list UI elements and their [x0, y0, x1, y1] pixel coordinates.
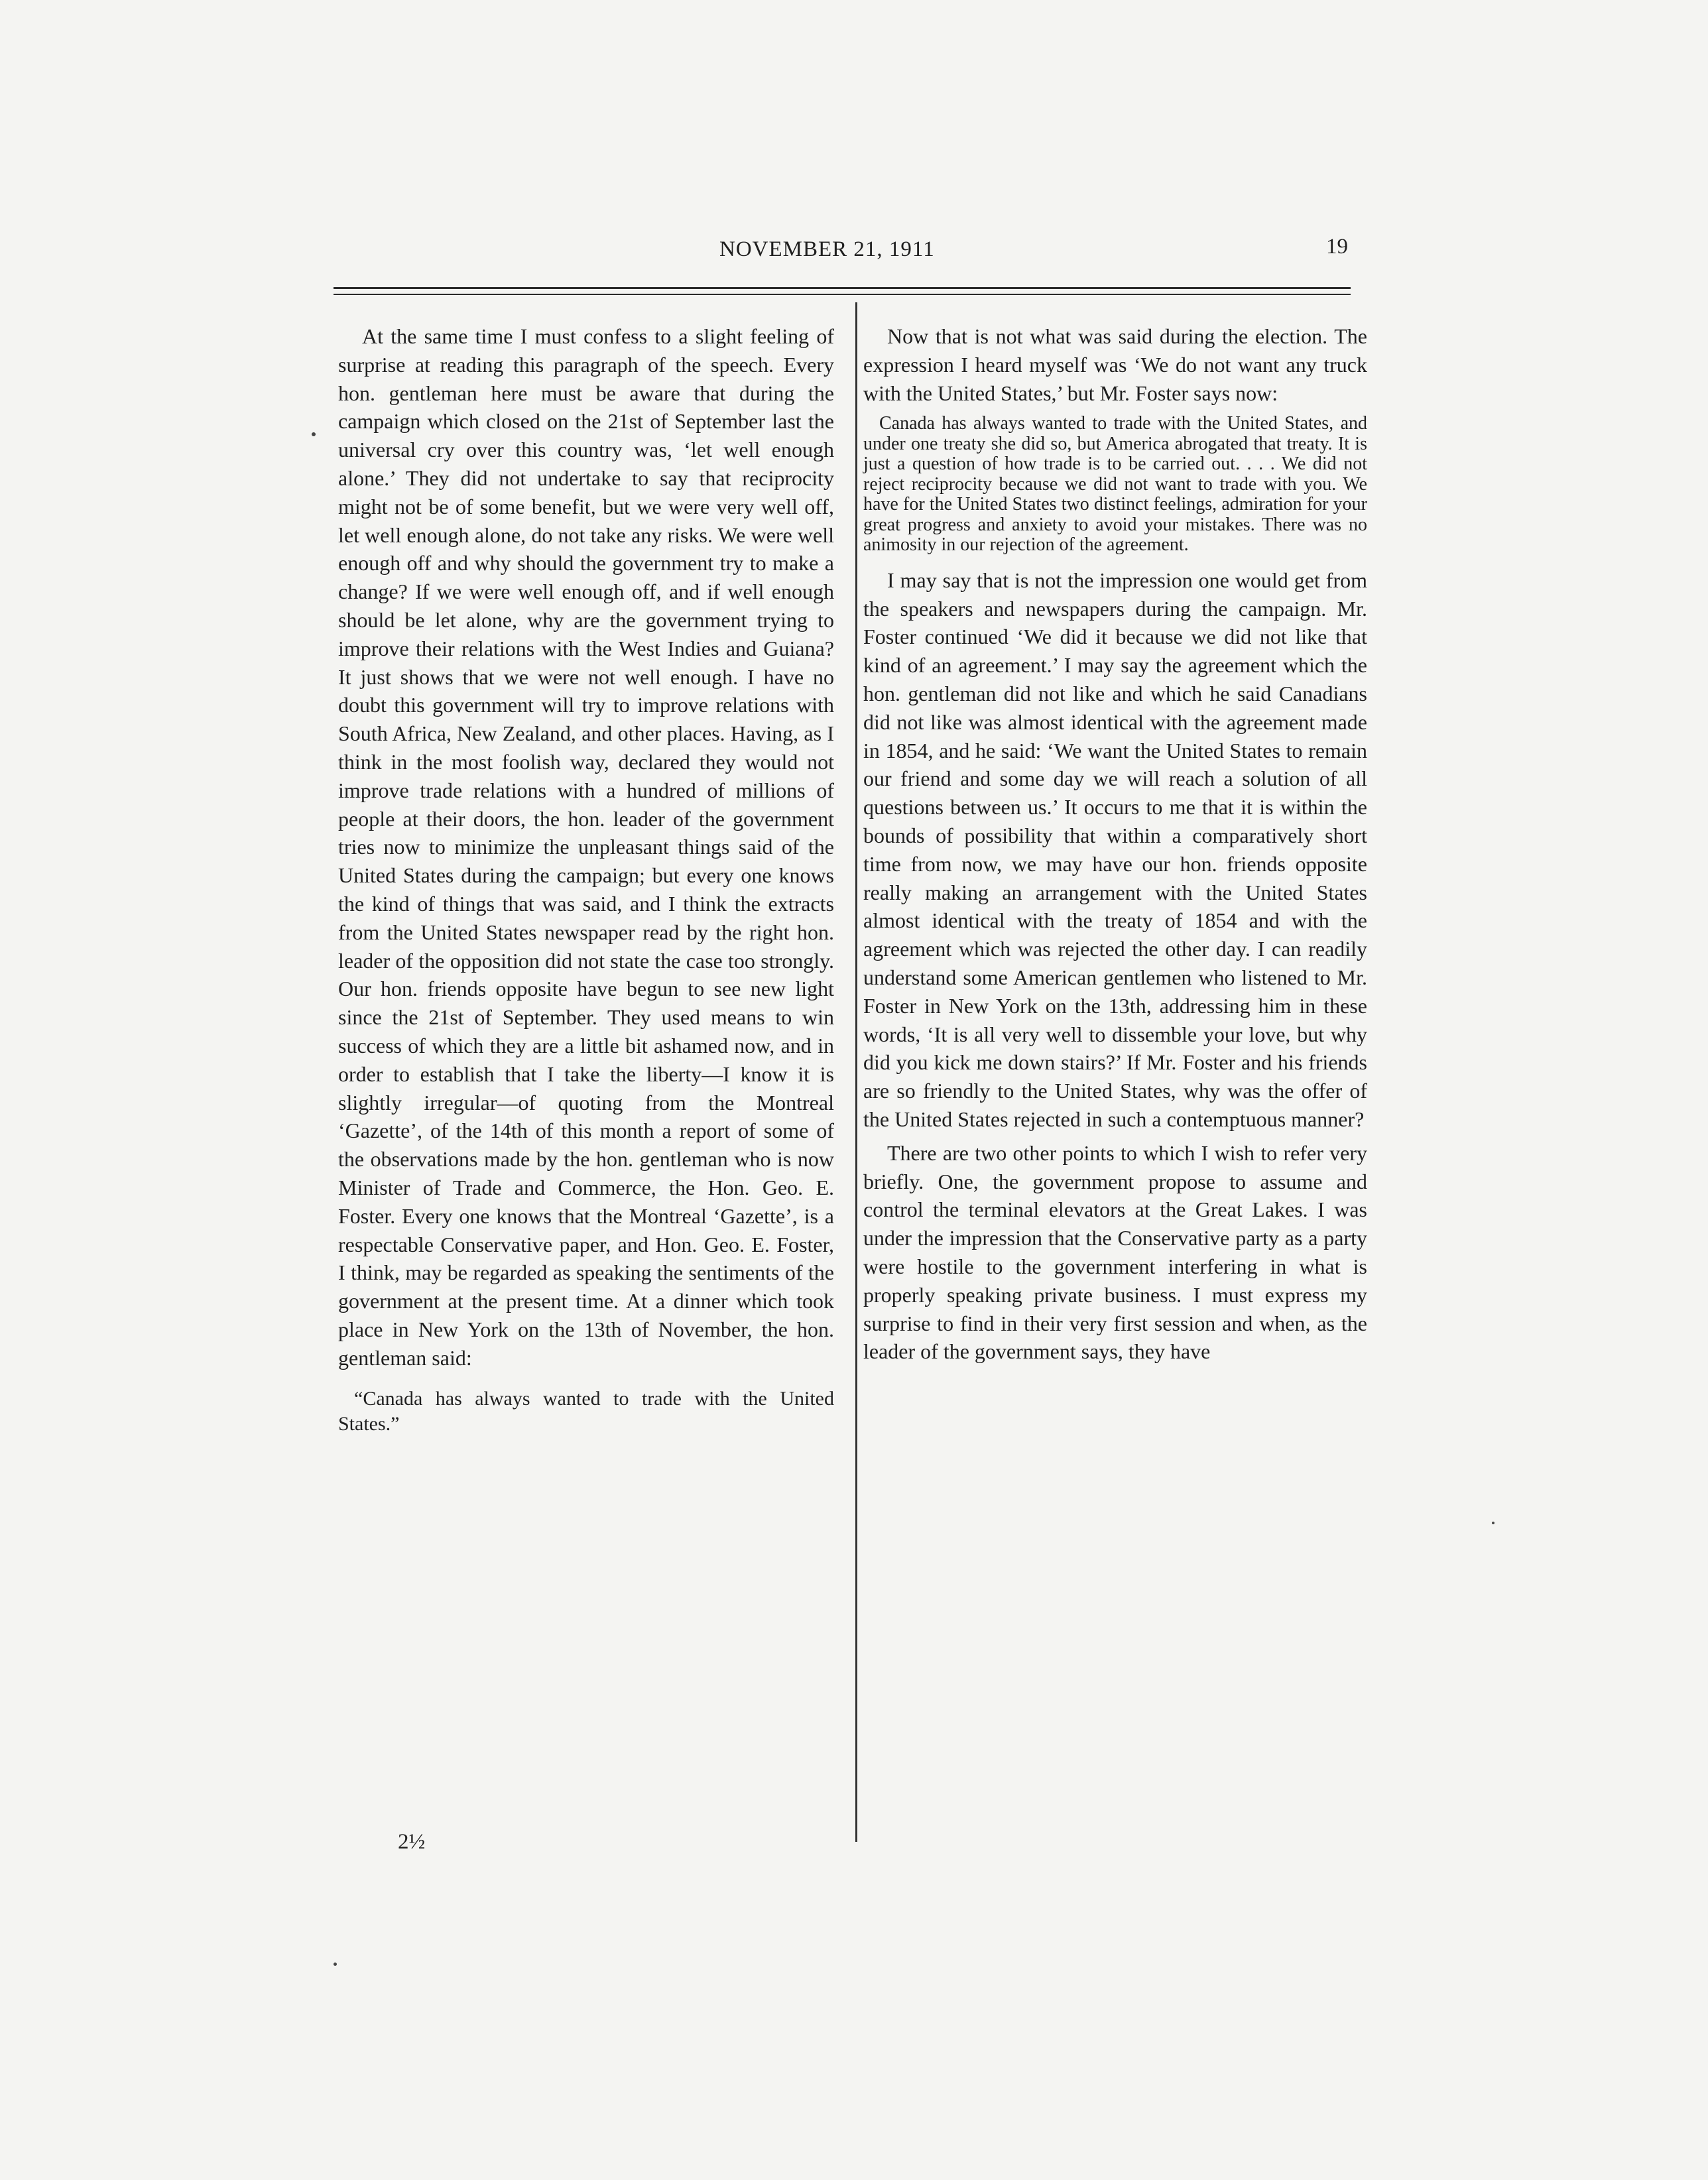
right-paragraph-3: There are two other points to which I wish to refer very briefly. One, the government propose to assume and control the terminal elevators at the Great Lakes. I was under the impression that the Conservative party as a party were hostile to the government interfering in what is properly speaking private business. I must express my surprise to find in their very first session and when, as the leader of the government says, they have [863, 1140, 1367, 1364]
margin-speck [1492, 1522, 1494, 1524]
right-column [863, 322, 1367, 1366]
page-number: 19 [1326, 235, 1348, 259]
column-divider [855, 302, 857, 1842]
left-paragraph-1: At the same time I must confess to a slight feeling of surprise at reading this paragraph of the speech. Every hon. gentleman here must be aware that during the campaign which closed on the 21st of September last the universal cry over this country was, ‘let well enough alone.’ They did not undertake to say that reciprocity might not be of some benefit, but we were very well off, let well enough alone, do not take any risks. We were well enough off and why should the government try to make a change? If we were well enough off, and if well enough should be let alone, why are the government trying to improve their relations with the West Indies and Guiana? It just shows that we were not well enough. I have no doubt this government will try to improve relations with South Africa, New Zealand, and other places. Having, as I think in the most foolish way, declared they would not improve trade relations with a hundred of millions of people at their doors, the hon. leader of the government tries now to minimize the unpleasant things said of the United States during the campaign; but every one knows the kind of things that was said, and I think the extracts from the United States newspaper read by the right hon. leader of the opposition did not state the case too strongly. Our hon. friends opposite have begun to see new light since the 21st of September. They used means to win success of which they are a little bit ashamed now, and in order to establish that I take the liberty—I know it is slightly irregular—of quoting from the Montreal ‘Gazette’, of the 14th of this month a report of some of the observations made by the hon. gentleman who is now Minister of Trade and Commerce, the Hon. Geo. E. Foster. Every one knows that the Montreal ‘Gazette’, is a respectable Conservative paper, and Hon. Geo. E. Foster, I think, may be regarded as speaking the sentiments of the government at the present time. At a dinner which took place in New York on the 13th of November, the hon. gentleman said: [338, 324, 834, 1370]
signature-mark: 2½ [398, 1830, 426, 1854]
margin-speck [312, 432, 316, 436]
right-quote: Canada has always wanted to trade with the United States, and under one treaty she did so, but America abrogated that treaty. It is just a question of how trade is to be carried out. . . . We did not reject reciprocity because we did not want to trade with you. We have for the United States two distinct feelings, admiration for your great progress and anxiety to avoid your mistakes. There was no animosity in our rejection of the agreement. [863, 413, 1367, 556]
left-quote: “Canada has always wanted to trade with the United States.” [338, 1388, 834, 1435]
margin-speck [334, 1963, 337, 1966]
page-date: NOVEMBER 21, 1911 [719, 237, 935, 261]
right-paragraph-1: Now that is not what was said during the election. The expression I heard myself was ‘We do not want any truck with the United States,’ but Mr. Foster says now: [863, 324, 1367, 405]
right-paragraph-2: I may say that is not the impression one would get from the speakers and newspapers during the campaign. Mr. Foster continued ‘We did it because we did not like that kind of an agreement.’ I may say the agreement which the hon. gentleman did not like and which he said Canadians did not like was almost identical with the agreement made in 1854, and he said: ‘We want the United States to remain our friend and some day we will reach a solution of all questions between us.’ It occurs to me that it is within the bounds of possibility that within a comparatively short time from now, we may have our hon. friends opposite really making an arrangement with the United States almost identical with the treaty of 1854 and with the agreement which was rejected the other day. I can readily understand some American gentlemen who listened to Mr. Foster in New York on the 13th, addressing him in these words, ‘It is all very well to dissemble your love, but why did you kick me down stairs?’ If Mr. Foster and his friends are so friendly to the United States, why was the offer of the United States rejected in such a contemptuous manner? [863, 568, 1367, 1132]
left-column [338, 322, 834, 1447]
header-rule-bottom [334, 294, 1351, 295]
header-rule-top [334, 287, 1351, 289]
